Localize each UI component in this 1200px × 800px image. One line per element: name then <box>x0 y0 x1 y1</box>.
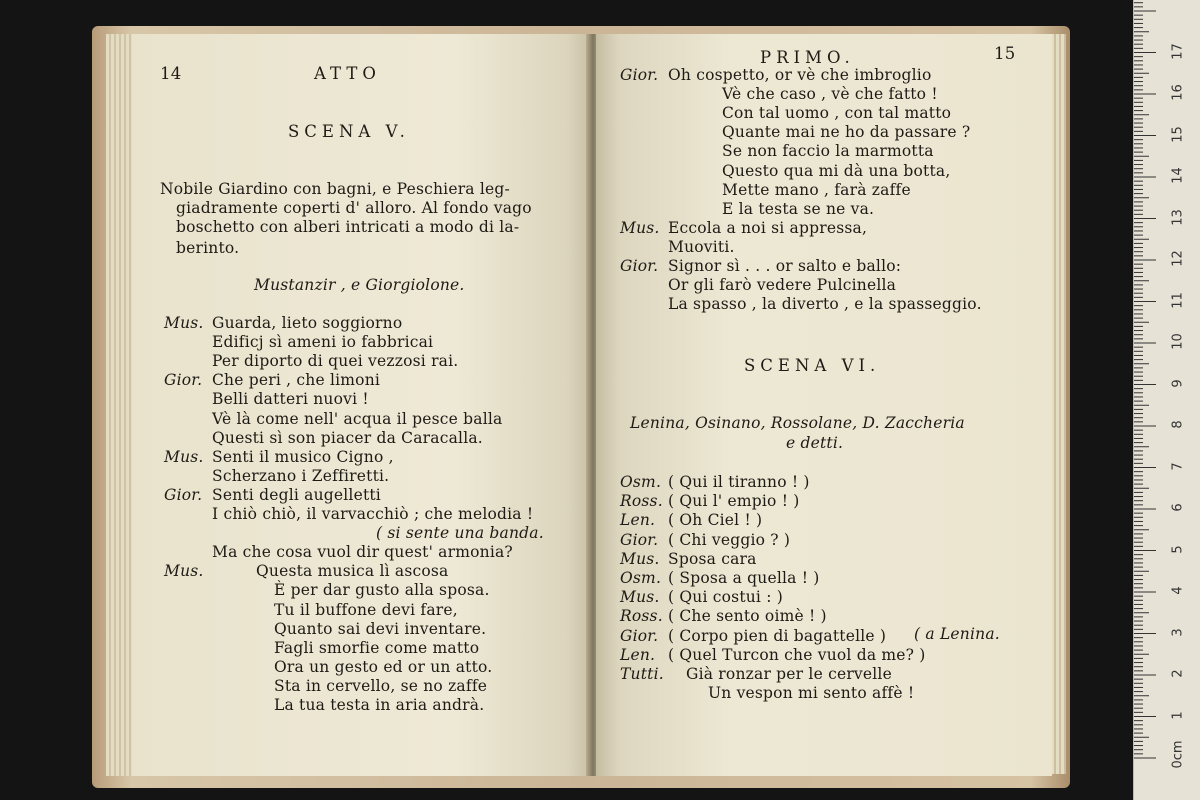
dialogue-line: Guarda, lieto soggiorno <box>212 314 403 332</box>
dialogue-line: Belli datteri nuovi ! <box>212 390 369 409</box>
dialogue-line: ( Chi veggio ? ) <box>668 530 791 549</box>
ruler-ticks <box>1134 0 1200 800</box>
dialogue-line: Edificj sì ameni io fabbricai <box>212 333 434 352</box>
dialogue-line: ( Qui il tiranno ! ) <box>668 473 810 491</box>
dialogue-line: Se non faccio la marmotta <box>722 142 934 161</box>
dialogue-line: Che peri , che limoni <box>212 371 381 390</box>
dialogue-line: Senti il musico Cigno , <box>212 447 394 466</box>
scene-title: SCENA VI. <box>744 356 881 375</box>
ruler-number: 14 <box>1170 167 1186 184</box>
dialogue-line: Signor sì . . . or salto e ballo: <box>668 257 902 275</box>
dialogue-line: Questi sì son piacer da Caracalla. <box>212 428 483 447</box>
dialogue-line: E la testa se ne va. <box>722 199 875 218</box>
dialogue-line: ( Qui costui : ) <box>668 588 784 607</box>
dialogue-line: ( Corpo pien di bagattelle ) <box>668 626 887 645</box>
dialogue-line: La tua testa in aria andrà. <box>274 696 485 714</box>
dialogue-line: Fagli smorfie come matto <box>274 638 480 657</box>
right-page <box>596 34 1052 776</box>
left-page <box>132 34 590 776</box>
stage-direction-line: Nobile Giardino con bagni, e Peschiera leg- <box>160 180 510 198</box>
dialogue-line: Per diporto di quei vezzosi rai. <box>212 352 459 371</box>
page-number: 14 <box>160 64 182 83</box>
dialogue-line: Quante mai ne ho da passare ? <box>722 123 971 142</box>
ruler-number: 12 <box>1170 250 1186 267</box>
ruler-number: 13 <box>1170 208 1186 226</box>
dialogue-line: Questo qua mi dà una botta, <box>722 161 951 180</box>
speaker-name: Len. <box>620 511 656 530</box>
stage-direction-line: boschetto con alberi intricati a modo di la- <box>176 218 520 236</box>
dialogue-line: Muoviti. <box>668 237 735 256</box>
running-head: PRIMO. <box>760 48 855 67</box>
dialogue-line: Tu il buffone devi fare, <box>274 600 458 619</box>
speaker-name: Len. <box>620 645 656 664</box>
dialogue-line: Eccola a noi si appressa, <box>668 218 868 237</box>
speaker-name: Mus. <box>164 562 204 581</box>
speaker-name: Mus. <box>164 447 204 466</box>
speaker-name: Tutti. <box>620 665 664 683</box>
ruler-number: 2 <box>1170 669 1186 678</box>
dialogue-line: Quanto sai devi inventare. <box>274 619 487 638</box>
dialogue-line: ( si sente una banda. <box>376 524 544 543</box>
characters-heading: Mustanzir , e Giorgiolone. <box>254 276 465 294</box>
speaker-name: Mus. <box>164 314 204 332</box>
stage-direction-line: giadramente coperti d' alloro. Al fondo vago <box>176 199 532 217</box>
scene-title: SCENA V. <box>288 122 410 141</box>
dialogue-line: Mette mano , farà zaffe <box>722 180 911 199</box>
ruler-number: 4 <box>1170 586 1186 595</box>
dialogue-line: ( Qui l' empio ! ) <box>668 492 800 511</box>
ruler-number: 11 <box>1170 291 1186 309</box>
speaker-name: Gior. <box>164 485 203 504</box>
ruler-number: 7 <box>1170 461 1186 471</box>
speaker-name: Gior. <box>620 530 659 549</box>
ruler-number: 1 <box>1170 710 1186 720</box>
dialogue-line: È per dar gusto alla sposa. <box>274 581 490 600</box>
dialogue-line: ( Sposa a quella ! ) <box>668 569 820 587</box>
speaker-name: Mus. <box>620 588 660 607</box>
speaker-name: Gior. <box>620 66 659 84</box>
page-number: 15 <box>994 44 1016 63</box>
characters-heading: e detti. <box>786 434 844 452</box>
stage-aside: ( a Lenina. <box>914 625 1000 643</box>
dialogue-line: Vè che caso , vè che fatto ! <box>722 85 938 104</box>
speaker-name: Mus. <box>620 549 660 568</box>
ruler-number: 15 <box>1170 125 1186 143</box>
characters-heading: Lenina, Osinano, Rossolane, D. Zaccheria <box>630 414 965 432</box>
ruler-number: 0cm <box>1170 740 1186 769</box>
stage-direction-line: berinto. <box>176 239 240 257</box>
dialogue-line: I chiò chiò, il varvacchiò ; che melodia ! <box>212 505 534 523</box>
running-head: ATTO <box>314 64 381 83</box>
speaker-name: Osm. <box>620 569 662 587</box>
dialogue-line: Or gli farò vedere Pulcinella <box>668 276 897 295</box>
dialogue-line: Ma che cosa vuol dir quest' armonia? <box>212 543 513 562</box>
speaker-name: Osm. <box>620 473 662 491</box>
speaker-name: Ross. <box>620 607 663 626</box>
speaker-name: Gior. <box>164 371 203 390</box>
dialogue-line: ( Che sento oimè ! ) <box>668 607 827 626</box>
dialogue-line: Scherzano i Zeffiretti. <box>212 466 390 485</box>
ruler-number: 5 <box>1170 544 1186 554</box>
speaker-name: Mus. <box>620 218 660 237</box>
speaker-name: Gior. <box>620 257 659 275</box>
dialogue-line: Sta in cervello, se no zaffe <box>274 676 488 695</box>
dialogue-line: ( Oh Ciel ! ) <box>668 511 763 530</box>
ruler-number: 10 <box>1170 333 1186 350</box>
ruler-number: 16 <box>1170 84 1186 101</box>
dialogue-line: Con tal uomo , con tal matto <box>722 104 952 123</box>
dialogue-line: La spasso , la diverto , e la spasseggio. <box>668 295 982 314</box>
speaker-name: Gior. <box>620 626 659 645</box>
ruler-number: 8 <box>1170 420 1186 429</box>
dialogue-line: Ora un gesto ed or un atto. <box>274 657 493 676</box>
dialogue-line: Un vespon mi sento affè ! <box>708 684 915 703</box>
measurement-ruler <box>1133 0 1200 800</box>
dialogue-line: Senti degli augelletti <box>212 485 381 504</box>
ruler-number: 17 <box>1170 42 1186 60</box>
dialogue-line: ( Quel Turcon che vuol da me? ) <box>668 645 926 664</box>
dialogue-line: Questa musica lì ascosa <box>256 562 449 581</box>
dialogue-line: Oh cospetto, or vè che imbroglio <box>668 66 932 84</box>
dialogue-line: Vè là come nell' acqua il pesce balla <box>212 409 503 428</box>
dialogue-line: Sposa cara <box>668 549 757 568</box>
ruler-number: 9 <box>1170 378 1186 388</box>
ruler-number: 3 <box>1170 627 1186 637</box>
dialogue-line: Già ronzar per le cervelle <box>686 665 892 683</box>
speaker-name: Ross. <box>620 492 663 511</box>
ruler-number: 6 <box>1170 503 1186 512</box>
